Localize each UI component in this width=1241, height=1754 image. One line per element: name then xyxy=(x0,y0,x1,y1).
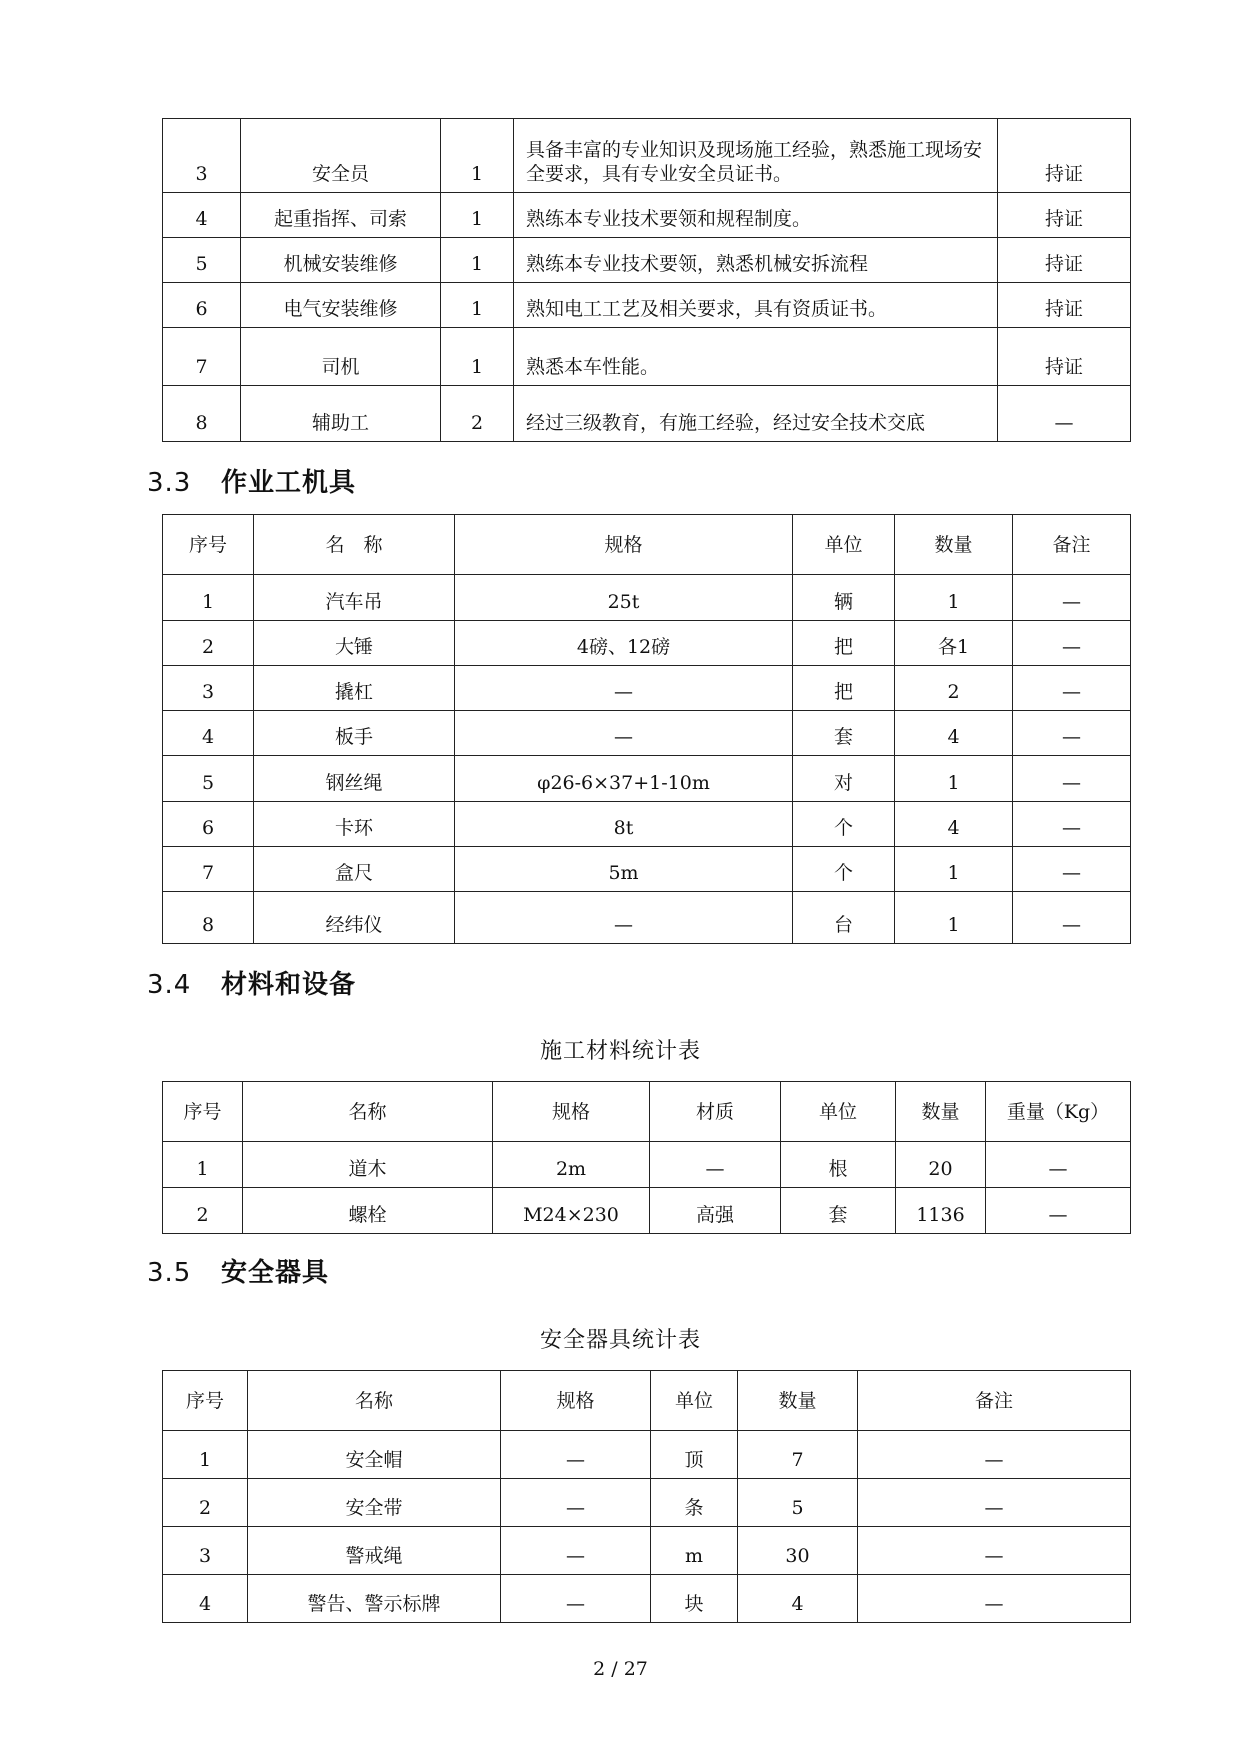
personnel-cell-count: 2 xyxy=(441,386,514,442)
column-header: 重量（Kg） xyxy=(986,1082,1131,1142)
table-cell: 1 xyxy=(895,756,1013,802)
table-cell: 30 xyxy=(738,1527,858,1575)
table-cell: — xyxy=(1013,847,1131,892)
personnel-cell-count: 1 xyxy=(441,238,514,283)
table-cell: — xyxy=(501,1431,651,1479)
tools-table xyxy=(162,514,1131,944)
personnel-cell-role: 机械安装维修 xyxy=(241,238,441,283)
table-header-row xyxy=(163,515,1131,575)
table-cell: 4 xyxy=(738,1575,858,1623)
column-header: 名称 xyxy=(243,1082,493,1142)
table-cell: 7 xyxy=(738,1431,858,1479)
table-cell: M24×230 xyxy=(493,1188,650,1234)
column-header: 单位 xyxy=(651,1371,738,1431)
personnel-cell-note: 持证 xyxy=(998,238,1131,283)
column-header: 序号 xyxy=(163,515,254,575)
section-title: 作业工机具 xyxy=(221,468,357,498)
table-cell: 套 xyxy=(781,1188,896,1234)
table-cell: — xyxy=(1013,756,1131,802)
table-cell: 2 xyxy=(163,1479,248,1527)
personnel-table xyxy=(162,118,1131,442)
table-cell: 4 xyxy=(163,711,254,756)
section-number: 3.3 xyxy=(147,468,192,498)
table-cell: 钢丝绳 xyxy=(254,756,455,802)
table-row xyxy=(163,238,1131,283)
table-cell: — xyxy=(455,892,793,944)
section-number: 3.5 xyxy=(147,1258,192,1288)
table-cell: 各1 xyxy=(895,621,1013,666)
table-cell: 1 xyxy=(163,1142,243,1188)
personnel-cell-note: 持证 xyxy=(998,328,1131,386)
personnel-cell-req: 熟知电工工艺及相关要求，具有资质证书。 xyxy=(514,283,998,328)
personnel-cell-no: 3 xyxy=(163,119,241,193)
table-row xyxy=(163,386,1131,442)
table-cell: — xyxy=(1013,892,1131,944)
table-cell: 道木 xyxy=(243,1142,493,1188)
personnel-cell-no: 5 xyxy=(163,238,241,283)
personnel-cell-role: 司机 xyxy=(241,328,441,386)
personnel-cell-no: 4 xyxy=(163,193,241,238)
table-cell: 撬杠 xyxy=(254,666,455,711)
table-cell: 台 xyxy=(793,892,895,944)
safety-table xyxy=(162,1370,1131,1623)
column-header: 材质 xyxy=(650,1082,781,1142)
table-cell: — xyxy=(858,1479,1131,1527)
personnel-cell-req: 熟悉本车性能。 xyxy=(514,328,998,386)
table-row xyxy=(163,193,1131,238)
table-cell: 5m xyxy=(455,847,793,892)
table-cell: 2 xyxy=(163,621,254,666)
table-cell: — xyxy=(986,1142,1131,1188)
table-cell: 5 xyxy=(163,756,254,802)
table-cell: — xyxy=(1013,666,1131,711)
table-cell: 螺栓 xyxy=(243,1188,493,1234)
table-cell: — xyxy=(650,1142,781,1188)
personnel-cell-req: 熟练本专业技术要领和规程制度。 xyxy=(514,193,998,238)
column-header: 备注 xyxy=(858,1371,1131,1431)
section-number: 3.4 xyxy=(147,970,192,1000)
table-cell: 1 xyxy=(895,575,1013,621)
table-cell: 辆 xyxy=(793,575,895,621)
table-cell: 2 xyxy=(895,666,1013,711)
column-header: 序号 xyxy=(163,1082,243,1142)
column-header: 单位 xyxy=(793,515,895,575)
table-cell: 6 xyxy=(163,802,254,847)
table-row xyxy=(163,1431,1131,1479)
table-cell: — xyxy=(455,666,793,711)
personnel-cell-count: 1 xyxy=(441,283,514,328)
table-cell: 卡环 xyxy=(254,802,455,847)
personnel-cell-note: — xyxy=(998,386,1131,442)
table-cell: 经纬仪 xyxy=(254,892,455,944)
table-cell: 8 xyxy=(163,892,254,944)
table-cell: 对 xyxy=(793,756,895,802)
section-title: 材料和设备 xyxy=(221,970,357,1000)
column-header: 单位 xyxy=(781,1082,896,1142)
personnel-cell-role: 电气安装维修 xyxy=(241,283,441,328)
table-cell: 安全帽 xyxy=(248,1431,501,1479)
column-header: 名称 xyxy=(248,1371,501,1431)
column-header: 规格 xyxy=(455,515,793,575)
table-cell: — xyxy=(1013,711,1131,756)
table-cell: 1 xyxy=(895,847,1013,892)
table-row xyxy=(163,1527,1131,1575)
table-cell: 盒尺 xyxy=(254,847,455,892)
personnel-cell-count: 1 xyxy=(441,119,514,193)
section-heading-safety xyxy=(147,1252,329,1289)
personnel-cell-note: 持证 xyxy=(998,193,1131,238)
table-cell: 大锤 xyxy=(254,621,455,666)
table-cell: 3 xyxy=(163,1527,248,1575)
table-cell: 2 xyxy=(163,1188,243,1234)
table-cell: 4 xyxy=(163,1575,248,1623)
table-cell: — xyxy=(1013,575,1131,621)
table-cell: 1136 xyxy=(896,1188,986,1234)
table-cell: 3 xyxy=(163,666,254,711)
personnel-cell-no: 6 xyxy=(163,283,241,328)
table-row xyxy=(163,1575,1131,1623)
table-cell: — xyxy=(501,1527,651,1575)
personnel-cell-req: 经过三级教育，有施工经验，经过安全技术交底 xyxy=(514,386,998,442)
table-cell: 安全带 xyxy=(248,1479,501,1527)
table-cell: 汽车吊 xyxy=(254,575,455,621)
personnel-cell-no: 8 xyxy=(163,386,241,442)
table-row xyxy=(163,847,1131,892)
table-cell: 警告、警示标牌 xyxy=(248,1575,501,1623)
materials-table xyxy=(162,1081,1131,1234)
table-cell: 4 xyxy=(895,802,1013,847)
column-header: 数量 xyxy=(738,1371,858,1431)
personnel-cell-req: 熟练本专业技术要领，熟悉机械安拆流程 xyxy=(514,238,998,283)
table-row xyxy=(163,1188,1131,1234)
table-row xyxy=(163,328,1131,386)
table-row xyxy=(163,575,1131,621)
table-cell: — xyxy=(986,1188,1131,1234)
section-title: 安全器具 xyxy=(221,1258,330,1288)
personnel-cell-role: 安全员 xyxy=(241,119,441,193)
table-header-row xyxy=(163,1082,1131,1142)
personnel-cell-role: 辅助工 xyxy=(241,386,441,442)
table-cell: — xyxy=(501,1479,651,1527)
table-row xyxy=(163,802,1131,847)
column-header: 规格 xyxy=(501,1371,651,1431)
table-cell: 7 xyxy=(163,847,254,892)
table-cell: — xyxy=(1013,802,1131,847)
table-cell: 高强 xyxy=(650,1188,781,1234)
table-row xyxy=(163,119,1131,193)
table-cell: 2m xyxy=(493,1142,650,1188)
table-row xyxy=(163,666,1131,711)
column-header: 备注 xyxy=(1013,515,1131,575)
personnel-cell-no: 7 xyxy=(163,328,241,386)
table-cell: — xyxy=(858,1431,1131,1479)
table-cell: — xyxy=(455,711,793,756)
table-cell: φ26-6×37+1-10m xyxy=(455,756,793,802)
table-cell: 警戒绳 xyxy=(248,1527,501,1575)
column-header: 规格 xyxy=(493,1082,650,1142)
personnel-cell-role: 起重指挥、司索 xyxy=(241,193,441,238)
personnel-cell-count: 1 xyxy=(441,328,514,386)
table-cell: 4 xyxy=(895,711,1013,756)
table-cell: — xyxy=(858,1575,1131,1623)
table-cell: 把 xyxy=(793,666,895,711)
table-cell: 4磅、12磅 xyxy=(455,621,793,666)
table-cell: 个 xyxy=(793,847,895,892)
column-header: 数量 xyxy=(896,1082,986,1142)
table-cell: — xyxy=(501,1575,651,1623)
table-cell: 把 xyxy=(793,621,895,666)
safety-caption: 安全器具统计表 xyxy=(539,1328,701,1353)
table-cell: 套 xyxy=(793,711,895,756)
personnel-cell-note: 持证 xyxy=(998,283,1131,328)
table-cell: 板手 xyxy=(254,711,455,756)
section-heading-tools xyxy=(147,462,356,499)
table-cell: 个 xyxy=(793,802,895,847)
materials-caption: 施工材料统计表 xyxy=(539,1039,701,1064)
table-row xyxy=(163,283,1131,328)
table-cell: 1 xyxy=(895,892,1013,944)
table-cell: 根 xyxy=(781,1142,896,1188)
column-header: 序号 xyxy=(163,1371,248,1431)
table-row xyxy=(163,1479,1131,1527)
section-heading-materials xyxy=(147,964,356,1001)
table-cell: — xyxy=(1013,621,1131,666)
personnel-cell-count: 1 xyxy=(441,193,514,238)
table-row xyxy=(163,621,1131,666)
column-header: 数量 xyxy=(895,515,1013,575)
table-cell: 块 xyxy=(651,1575,738,1623)
table-cell: — xyxy=(858,1527,1131,1575)
table-header-row xyxy=(163,1371,1131,1431)
table-row xyxy=(163,1142,1131,1188)
table-row xyxy=(163,756,1131,802)
table-cell: 1 xyxy=(163,1431,248,1479)
table-row xyxy=(163,892,1131,944)
column-header: 名 称 xyxy=(254,515,455,575)
page-number: 2 / 27 xyxy=(593,1658,648,1680)
table-cell: 条 xyxy=(651,1479,738,1527)
table-cell: 顶 xyxy=(651,1431,738,1479)
personnel-cell-note: 持证 xyxy=(998,119,1131,193)
table-cell: 5 xyxy=(738,1479,858,1527)
table-cell: 20 xyxy=(896,1142,986,1188)
personnel-cell-req: 具备丰富的专业知识及现场施工经验，熟悉施工现场安全要求，具有专业安全员证书。 xyxy=(514,119,998,193)
table-row xyxy=(163,711,1131,756)
table-cell: 25t xyxy=(455,575,793,621)
table-cell: 8t xyxy=(455,802,793,847)
table-cell: 1 xyxy=(163,575,254,621)
table-cell: m xyxy=(651,1527,738,1575)
